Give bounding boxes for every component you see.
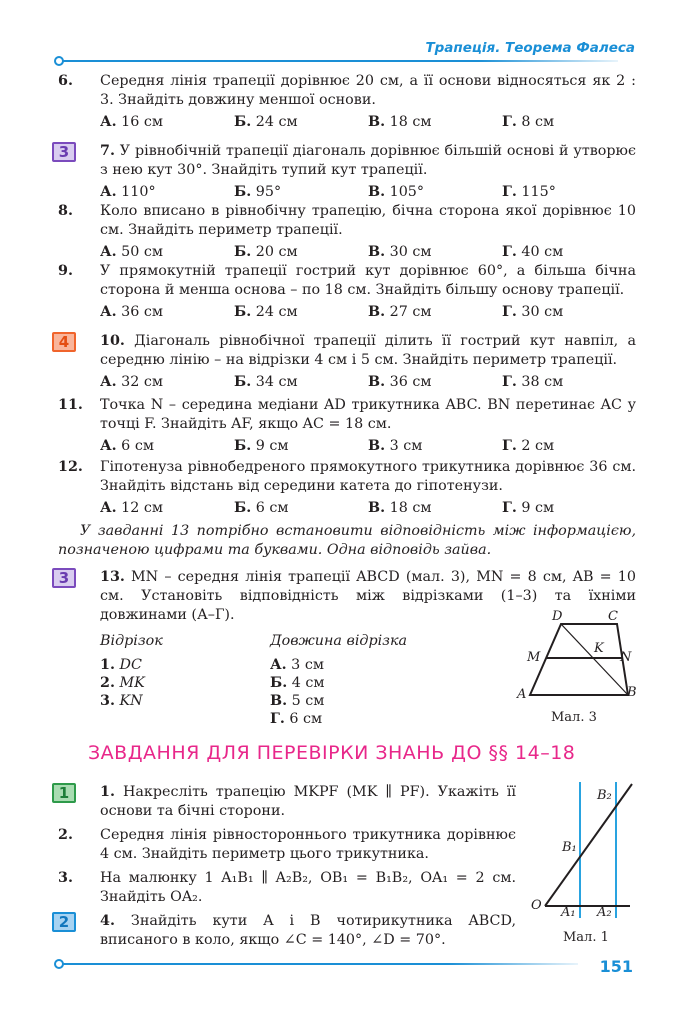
label-o: O [531,898,542,913]
answer-g: Г. 9 см [502,500,555,516]
task-11 [58,396,636,456]
segment-item: 1. DC [100,657,142,673]
task-number: 10. [100,333,125,349]
answer-a: А. 6 см [100,438,154,454]
answer-options [100,437,636,456]
task-6 [58,72,636,132]
task-text: У прямокутній трапеції гострий кут дорівнює 60°, а більша бічна сторона й менша основа – по 18 см. Знайдіть більшу основу трапеції. [100,263,636,298]
task-10 [58,332,636,392]
task-8 [58,202,636,262]
segment-item: 3. KN [100,693,143,709]
answer-b: Б. 9 см [234,438,289,454]
segments-column [100,632,163,710]
task-number: 6. [58,73,73,89]
figure-caption: Мал. 3 [551,710,597,725]
answer-a: А. 50 см [100,244,164,260]
label-b2: B₂ [597,788,612,803]
task-number: 3. [58,870,73,886]
label-b: B [627,685,637,700]
task-7 [58,142,636,202]
answer-b: Б. 20 см [234,244,298,260]
answer-options [100,303,636,322]
answer-options [100,243,636,262]
level-3-badge: 3 [52,568,76,588]
label-d: D [552,609,563,624]
answer-b: Б. 24 см [234,114,298,130]
task-number: 8. [58,203,73,219]
lengths-column [270,632,407,728]
label-a2: A₂ [597,905,612,920]
answer-a: А. 16 см [100,114,164,130]
check-task-1 [58,783,516,821]
label-n: N [620,650,632,665]
answer-g: Г. 30 см [502,304,564,320]
task-9 [58,262,636,322]
task-text: Точка N – середина медіани AD трикутника ABC. BN перетинає AC у точці F. Знайдіть AF, якщо AC = 18 см. [100,397,636,432]
task-number: 9. [58,263,73,279]
answer-b: Б. 24 см [234,304,298,320]
answer-g: Г. 115° [502,184,556,200]
length-item: В. 5 см [270,693,325,709]
answer-v: В. 18 см [368,500,432,516]
answer-g: Г. 8 см [502,114,555,130]
task-text: Середня лінія трапеції дорівнює 20 см, а її основи відносяться як 2 : 3. Знайдіть довжину меншої основи. [100,73,636,108]
level-2-badge: 2 [52,912,76,932]
length-item: А. 3 см [270,657,324,673]
task-12 [58,458,636,518]
answer-g: Г. 38 см [502,374,564,390]
task-13-instructions: У завданні 13 потрібно встановити відповідність між інформацією, позначеною цифрами та буквами. Одна відповідь зайва. [58,523,636,558]
check-task-2 [58,826,516,864]
column-header: Відрізок [100,633,163,649]
answer-options [100,373,636,392]
rule-dot [54,56,64,66]
task-number: 11. [58,397,83,413]
task-text: Середня лінія рівностороннього трикутника дорівнює 4 см. Знайдіть периметр цього трикутника. [100,827,516,862]
task-number: 12. [58,459,83,475]
section-title: ЗАВДАННЯ ДЛЯ ПЕРЕВІРКИ ЗНАНЬ ДО §§ 14–18 [88,742,576,764]
task-number: 1. [100,784,115,800]
label-m: M [527,650,541,665]
answer-options [100,183,636,202]
level-3-badge: 3 [52,142,76,162]
label-k: K [594,641,604,656]
task-number: 4. [100,913,115,929]
task-text: Діагональ рівнобічної трапеції ділить її гострий кут навпіл, а середню лінію – на відрізки 4 см і 5 см. Знайдіть периметр трапеції. [100,333,637,368]
label-b1: B₁ [562,840,577,855]
answer-v: В. 3 см [368,438,423,454]
task-text: У рівнобічній трапеції діагональ дорівнює більшій основі й утворює з нею кут 30°. Знайдіть тупий кут трапеції. [100,143,637,178]
answer-options [100,113,636,132]
check-task-4 [58,912,516,950]
task-text: Знайдіть кути A і B чотирикутника ABCD, вписаного в коло, якщо ∠C = 140°, ∠D = 70°. [100,913,516,948]
figure-caption: Мал. 1 [563,930,609,945]
header-rule [58,60,618,62]
answer-a: А. 110° [100,184,156,200]
length-item: Б. 4 см [270,675,325,691]
label-c: C [608,609,618,624]
task-number: 13. [100,569,125,585]
answer-v: В. 27 см [368,304,432,320]
page-number: 151 [599,957,633,976]
task-text: Коло вписано в рівнобічну трапецію, бічна сторона якої дорівнює 10 см. Знайдіть периметр трапеції. [100,203,636,238]
label-a1: A₁ [561,905,576,920]
answer-a: А. 36 см [100,304,164,320]
task-text: Накресліть трапецію MKPF (MK ∥ PF). Укажіть її основи та бічні сторони. [100,784,516,819]
check-task-3 [58,869,516,907]
answer-options [100,499,636,518]
answer-b: Б. 95° [234,184,282,200]
answer-b: Б. 6 см [234,500,289,516]
rule-dot [54,959,64,969]
task-text: Гіпотенуза рівнобедреного прямокутного трикутника дорівнює 36 см. Знайдіть відстань від середини катета до гіпотенузи. [100,459,636,494]
running-header: Трапеція. Теорема Фалеса [425,40,635,56]
task-number: 7. [100,143,115,159]
answer-a: А. 12 см [100,500,164,516]
answer-a: А. 32 см [100,374,164,390]
level-4-badge: 4 [52,332,76,352]
answer-v: В. 36 см [368,374,432,390]
task-text: MN – середня лінія трапеції ABCD (мал. 3), MN = 8 см, AB = 10 см. Установіть відповідність між відрізками (1–3) та їхніми довжинами (А–Г). [100,569,636,623]
answer-v: В. 105° [368,184,425,200]
segment-item: 2. MK [100,675,145,691]
task-text: На малюнку 1 A₁B₁ ∥ A₂B₂, OB₁ = B₁B₂, OA₁ = 2 см. Знайдіть OA₂. [100,870,516,905]
label-a: A [517,687,527,702]
answer-g: Г. 40 см [502,244,564,260]
thales-figure [530,780,660,920]
length-item: Г. 6 см [270,711,323,727]
column-header: Довжина відрізка [270,633,408,649]
level-1-badge: 1 [52,783,76,803]
footer-rule [58,963,578,965]
answer-b: Б. 34 см [234,374,298,390]
task-number: 2. [58,827,73,843]
answer-v: В. 18 см [368,114,432,130]
answer-g: Г. 2 см [502,438,555,454]
answer-v: В. 30 см [368,244,432,260]
